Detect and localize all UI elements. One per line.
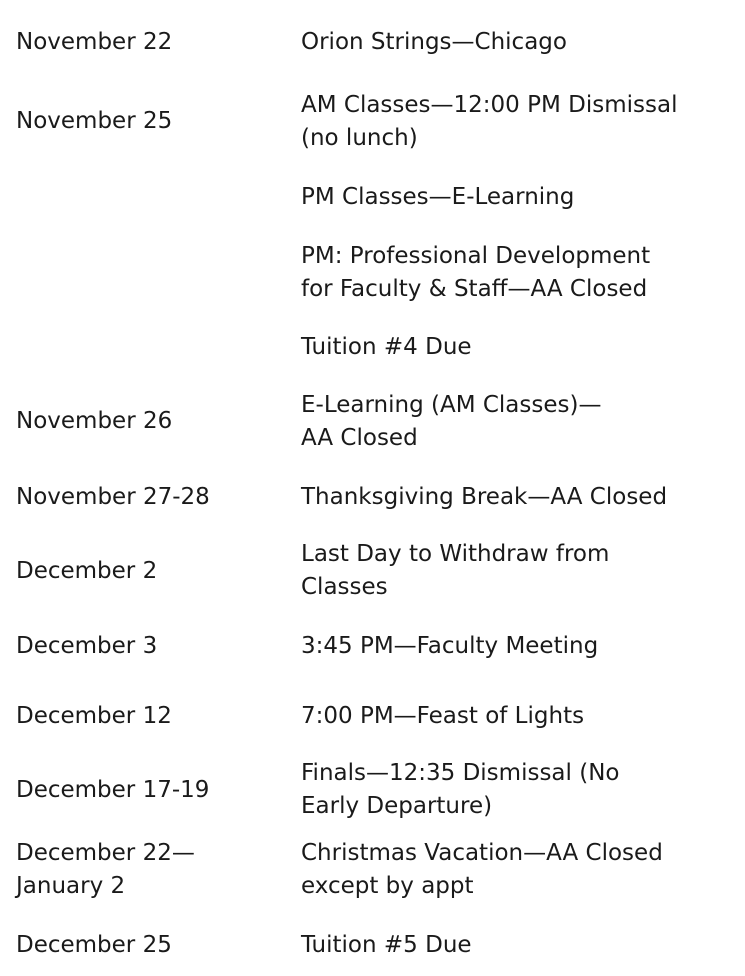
event-description: AM Classes—12:00 PM Dismissal (no lunch) xyxy=(301,92,678,151)
event-date: December 3 xyxy=(16,633,158,659)
event-description: Tuition #5 Due xyxy=(301,932,472,958)
event-description: Thanksgiving Break—AA Closed xyxy=(301,484,668,510)
event-description: 7:00 PM—Feast of Lights xyxy=(301,703,585,729)
calendar-row xyxy=(0,630,745,663)
calendar-row xyxy=(0,538,745,604)
calendar-row xyxy=(0,26,745,59)
event-date: December 2 xyxy=(16,558,158,584)
calendar-row xyxy=(0,700,745,733)
event-date: December 12 xyxy=(16,703,172,729)
event-date: November 25 xyxy=(16,108,173,134)
event-description: Orion Strings—Chicago xyxy=(301,29,567,55)
calendar-row xyxy=(0,757,745,823)
event-description: Christmas Vacation—AA Closed except by appt xyxy=(301,840,663,899)
event-description: PM: Professional Development for Faculty & Staff—AA Closed xyxy=(301,243,651,302)
event-description: PM Classes—E-Learning xyxy=(301,184,575,210)
event-date: December 25 xyxy=(16,932,172,958)
calendar-row xyxy=(0,929,745,962)
calendar-row xyxy=(0,89,745,364)
event-date: November 22 xyxy=(16,29,173,55)
event-description: Last Day to Withdraw from Classes xyxy=(301,541,610,600)
event-date: December 22— January 2 xyxy=(16,840,195,899)
calendar-row xyxy=(0,389,745,455)
event-date: November 26 xyxy=(16,408,173,434)
calendar-row xyxy=(0,837,745,903)
event-description: Tuition #4 Due xyxy=(301,334,472,360)
event-description: Finals—12:35 Dismissal (No Early Departure) xyxy=(301,760,620,819)
event-date: December 17-19 xyxy=(16,777,210,803)
event-description: E-Learning (AM Classes)— AA Closed xyxy=(301,392,602,451)
event-description: 3:45 PM—Faculty Meeting xyxy=(301,633,599,659)
calendar-row xyxy=(0,481,745,514)
event-date: November 27-28 xyxy=(16,484,210,510)
